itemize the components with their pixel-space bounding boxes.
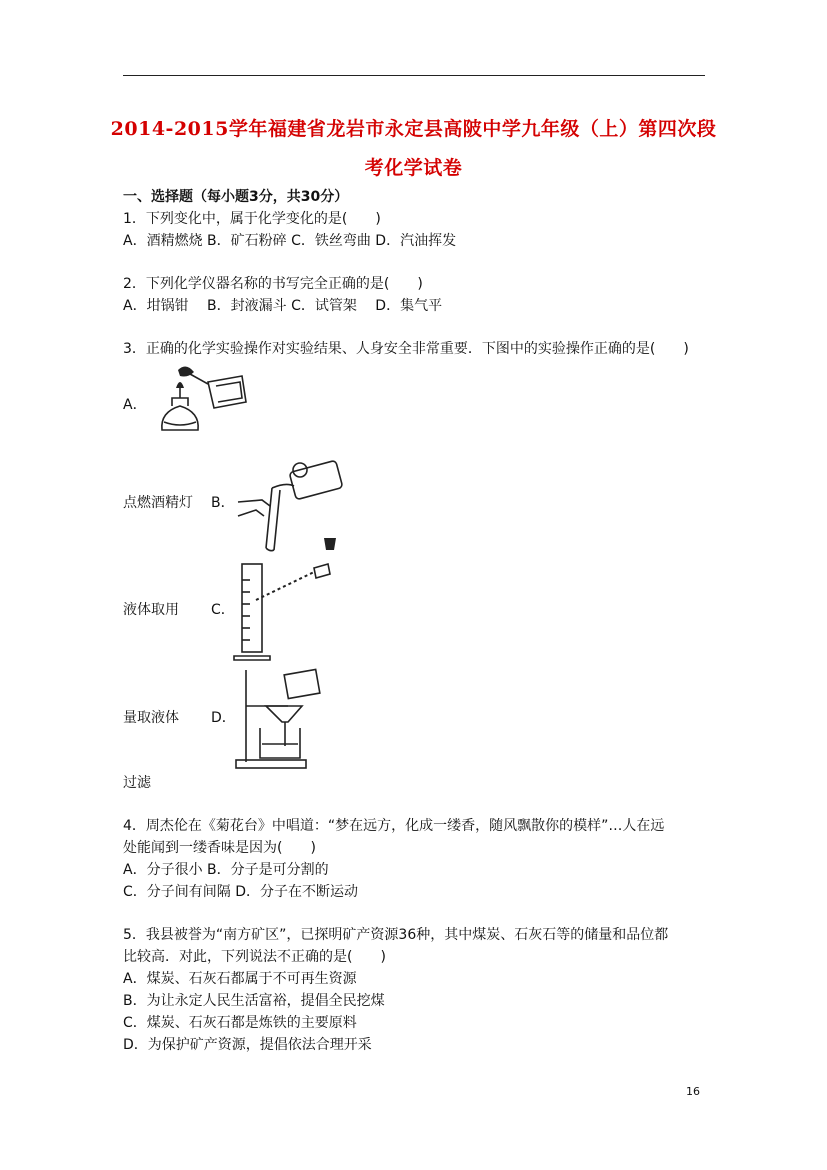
q3-option-a-caption: 点燃酒精灯 [123,495,193,511]
q3-option-a-letter: A． [123,397,147,413]
exam-title-line-2: 考化学试卷 [364,157,463,179]
q5-option-b: B．为让永定人民生活富裕，提倡全民挖煤 [123,993,385,1009]
q2-options: A．坩锅钳 B．封液漏斗 C．试管架 D．集气平 [123,298,443,314]
q5-line-2: 比较高．对此，下列说法不正确的是( ) [123,949,386,965]
q5-option-d: D．为保护矿产资源，提倡依法合理开采 [123,1037,372,1053]
liquid-pouring-figure [236,458,356,553]
q3-stem: 3．正确的化学实验操作对实验结果、人身安全非常重要．下图中的实验操作正确的是( ) [123,341,689,357]
q4-options-cd: C．分子间有间隔 D．分子在不断运动 [123,884,359,900]
q4-options-ab: A．分子很小 B．分子是可分割的 [123,862,329,878]
q5-option-c: C．煤炭、石灰石都是炼铁的主要原料 [123,1015,357,1031]
q5-line-1: 5．我县被誉为“南方矿区”，已探明矿产资源36种，其中煤炭、石灰石等的储量和品位都 [123,927,669,943]
q1-options: A．酒精燃烧 B．矿石粉碎 C．铁丝弯曲 D．汽油挥发 [123,233,457,249]
q3-option-c-caption: 量取液体 [123,710,179,726]
q3-option-b-letter: B． [211,495,235,511]
q3-option-c-letter: C． [211,602,235,618]
q3-option-b-caption: 液体取用 [123,602,179,618]
alcohol-lamp-lighting-figure [150,362,250,444]
q1-stem: 1．下列变化中，属于化学变化的是( ) [123,211,381,227]
filtration-setup-figure [232,666,332,772]
section-heading: 一、选择题（每小题3分，共30分） [123,189,349,205]
exam-title-line-1: 2014-2015学年福建省龙岩市永定县高陂中学九年级（上）第四次段 [110,118,717,140]
header-rule [123,75,705,76]
q2-stem: 2．下列化学仪器名称的书写完全正确的是( ) [123,276,423,292]
page-number: 16 [686,1085,700,1098]
q3-option-d-letter: D． [211,710,236,726]
q4-line-1: 4．周杰伦在《菊花台》中唱道：“梦在远方，化成一缕香，随风飘散你的模样”…人在远 [123,818,665,834]
q5-option-a: A．煤炭、石灰石都属于不可再生资源 [123,971,357,987]
graduated-cylinder-figure [234,560,344,664]
q4-line-2: 处能闻到一缕香味是因为( ) [123,840,316,856]
q3-option-d-caption: 过滤 [123,775,151,791]
